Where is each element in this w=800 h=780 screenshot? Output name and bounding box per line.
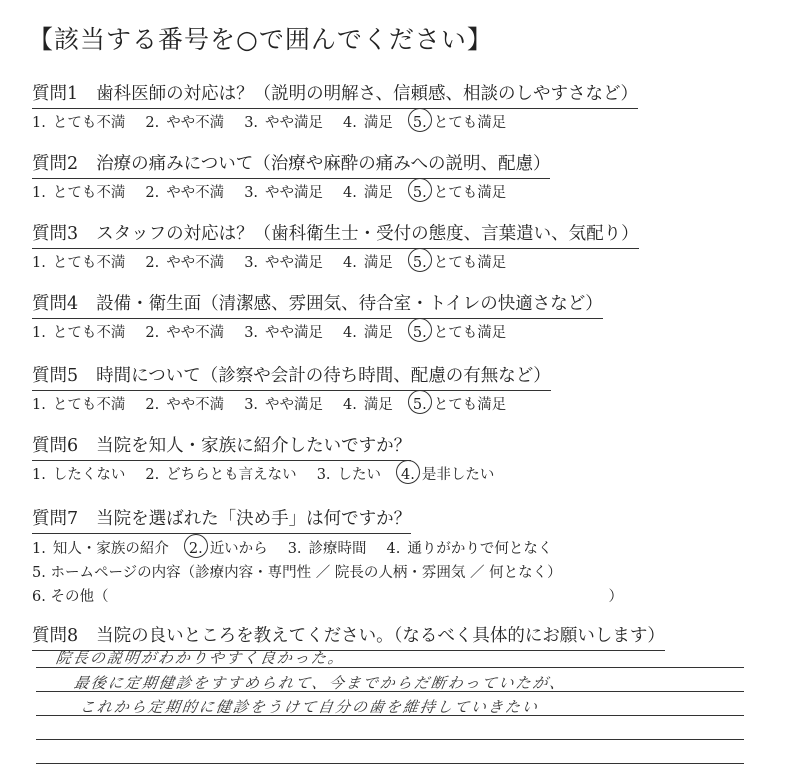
option-label: やや満足 bbox=[265, 255, 324, 271]
handwritten-line: これから定期的に健診をうけて自分の歯を維持していきたい bbox=[78, 698, 541, 716]
option-number: 2. bbox=[145, 115, 160, 131]
option-label: 診療時間 bbox=[308, 541, 367, 557]
option-number: 2. bbox=[145, 325, 160, 341]
option-label: とても不満 bbox=[52, 255, 126, 271]
option-number: 3. bbox=[287, 541, 302, 557]
question-text: 治療の痛みについて（治療や麻酔の痛みへの説明、配慮） bbox=[96, 154, 551, 174]
option-label: やや不満 bbox=[166, 115, 225, 131]
option-number: 4. bbox=[401, 467, 415, 483]
option-label: したくない bbox=[52, 467, 126, 483]
question-3-heading bbox=[32, 220, 639, 249]
q7-option-5[interactable]: 5. ホームページの内容（診療内容・専門性 ／ 院長の人柄・雰囲気 ／ 何となく） bbox=[32, 565, 562, 581]
option-5[interactable] bbox=[413, 181, 506, 202]
option-label: やや不満 bbox=[166, 255, 225, 271]
question-number: 質問3 bbox=[32, 224, 79, 244]
option-label: とても不満 bbox=[52, 115, 126, 131]
option-number: 4. bbox=[343, 115, 357, 131]
option-number: 4. bbox=[386, 541, 401, 557]
option-label: とても満足 bbox=[433, 185, 507, 201]
option-label: 満足 bbox=[363, 325, 393, 341]
option-4[interactable] bbox=[343, 181, 393, 202]
option-number: 3. bbox=[316, 467, 331, 483]
option-4[interactable] bbox=[343, 111, 393, 132]
option-label: とても満足 bbox=[433, 397, 507, 413]
question-number: 質問5 bbox=[32, 366, 79, 386]
option-number: 3. bbox=[244, 255, 259, 271]
option-2[interactable] bbox=[145, 393, 224, 414]
option-4[interactable] bbox=[343, 251, 393, 272]
option-number: 2. bbox=[145, 397, 160, 413]
option-label: 満足 bbox=[363, 185, 393, 201]
q7-option-1[interactable] bbox=[32, 537, 169, 558]
option-label: 是非したい bbox=[421, 467, 495, 483]
option-label: 満足 bbox=[363, 115, 393, 131]
question-6 bbox=[32, 432, 514, 484]
option-5[interactable] bbox=[413, 251, 506, 272]
option-label: とても不満 bbox=[52, 325, 126, 341]
option-label: とても不満 bbox=[52, 185, 126, 201]
options-row bbox=[32, 321, 603, 342]
option-label: やや満足 bbox=[265, 115, 324, 131]
question-number: 質問7 bbox=[32, 509, 79, 529]
option-label: とても満足 bbox=[433, 325, 507, 341]
question-number: 質問4 bbox=[32, 294, 79, 314]
option-number: 4. bbox=[343, 397, 357, 413]
option-number: 1. bbox=[32, 541, 46, 557]
option-1[interactable] bbox=[32, 463, 125, 484]
ruled-line bbox=[36, 763, 744, 764]
question-1-heading bbox=[32, 80, 638, 109]
question-5 bbox=[32, 362, 551, 414]
question-2-heading bbox=[32, 150, 550, 179]
page-title: 【該当する番号を○で囲んでください】 bbox=[28, 25, 493, 54]
option-1[interactable] bbox=[32, 393, 125, 414]
question-number: 質問6 bbox=[32, 436, 79, 456]
option-1[interactable] bbox=[32, 321, 125, 342]
options-row bbox=[32, 393, 551, 414]
option-number: 1. bbox=[32, 185, 46, 201]
option-label: やや満足 bbox=[265, 397, 324, 413]
option-number: 5. bbox=[412, 397, 427, 413]
option-1[interactable] bbox=[32, 111, 125, 132]
option-number: 1. bbox=[32, 115, 46, 131]
handwritten-line: 院長の説明がわかりやすく良かった。 bbox=[54, 649, 347, 667]
question-4-heading bbox=[32, 290, 603, 319]
option-number: 1. bbox=[32, 467, 46, 483]
option-1[interactable] bbox=[32, 181, 125, 202]
option-5[interactable] bbox=[413, 111, 506, 132]
option-label: とても満足 bbox=[433, 255, 507, 271]
handwritten-line: 最後に定期健診をすすめられて、今までからだ断わっていたが、 bbox=[72, 674, 568, 692]
question-text: 当院を選ばれた「決め手」は何ですか？ bbox=[96, 509, 412, 529]
option-number: 2. bbox=[145, 185, 160, 201]
option-3[interactable] bbox=[244, 251, 323, 272]
question-text: 時間について（診察や会計の待ち時間、配慮の有無など） bbox=[96, 366, 551, 386]
option-number: 3. bbox=[244, 185, 259, 201]
option-3[interactable] bbox=[244, 393, 323, 414]
question-text: 当院を知人・家族に紹介したいですか？ bbox=[96, 436, 412, 456]
option-number: 1. bbox=[32, 397, 46, 413]
options-row bbox=[32, 251, 639, 272]
option-number: 1. bbox=[32, 325, 46, 341]
question-number: 質問2 bbox=[32, 154, 79, 174]
option-3[interactable] bbox=[244, 111, 323, 132]
option-label: 通りがかりで何となく bbox=[407, 541, 553, 557]
q7-option-6-label: 6. その他（ bbox=[32, 589, 109, 605]
option-number: 4. bbox=[343, 185, 357, 201]
option-number: 3. bbox=[244, 397, 259, 413]
question-number: 質問8 bbox=[32, 626, 79, 646]
q7-option-6-close: ） bbox=[608, 589, 623, 605]
option-number: 1. bbox=[32, 255, 46, 271]
question-number: 質問1 bbox=[32, 84, 79, 104]
q7-option-2[interactable] bbox=[189, 537, 268, 558]
option-label: とても満足 bbox=[433, 115, 507, 131]
question-6-heading bbox=[32, 432, 411, 461]
option-3[interactable] bbox=[244, 181, 323, 202]
question-text: 歯科医師の対応は？（説明の明解さ、信頼感、相談のしやすさなど） bbox=[96, 84, 638, 104]
option-label: したい bbox=[337, 467, 382, 483]
options-row bbox=[32, 111, 638, 132]
question-text: スタッフの対応は？（歯科衛生士・受付の態度、言葉遣い、気配り） bbox=[96, 224, 639, 244]
option-number: 5. bbox=[412, 185, 427, 201]
q7-option-3[interactable] bbox=[288, 537, 367, 558]
option-number: 3. bbox=[244, 325, 259, 341]
option-2[interactable] bbox=[145, 321, 224, 342]
option-2[interactable] bbox=[145, 251, 224, 272]
option-2[interactable] bbox=[145, 463, 296, 484]
option-1[interactable] bbox=[32, 251, 125, 272]
option-3[interactable] bbox=[317, 463, 381, 484]
option-number: 2. bbox=[145, 255, 160, 271]
question-1 bbox=[32, 80, 638, 132]
option-label: 知人・家族の紹介 bbox=[52, 541, 169, 557]
question-5-heading bbox=[32, 362, 551, 391]
ruled-line bbox=[36, 739, 744, 740]
question-4 bbox=[32, 290, 603, 342]
option-number: 4. bbox=[343, 255, 357, 271]
option-label: やや満足 bbox=[265, 185, 324, 201]
question-7-heading bbox=[32, 505, 411, 534]
option-4[interactable] bbox=[343, 321, 393, 342]
options-row bbox=[32, 463, 514, 484]
option-label: 近いから bbox=[209, 541, 268, 557]
option-number: 4. bbox=[343, 325, 357, 341]
option-2[interactable] bbox=[145, 111, 224, 132]
option-5[interactable] bbox=[413, 393, 506, 414]
option-number: 3. bbox=[244, 115, 259, 131]
question-text: 当院の良いところを教えてください。（なるべく具体的にお願いします） bbox=[96, 626, 665, 646]
option-number: 2. bbox=[188, 541, 203, 557]
option-3[interactable] bbox=[244, 321, 323, 342]
question-3 bbox=[32, 220, 639, 272]
question-2 bbox=[32, 150, 550, 202]
option-label: やや満足 bbox=[265, 325, 324, 341]
option-4[interactable] bbox=[401, 463, 494, 484]
option-label: 満足 bbox=[363, 255, 393, 271]
option-label: やや不満 bbox=[166, 185, 225, 201]
option-label: やや不満 bbox=[166, 397, 225, 413]
option-number: 5. bbox=[412, 255, 427, 271]
option-number: 5. bbox=[412, 115, 427, 131]
option-4[interactable] bbox=[343, 393, 393, 414]
q7-option-4[interactable] bbox=[387, 537, 553, 558]
q7-option-6[interactable] bbox=[32, 585, 623, 606]
option-label: 満足 bbox=[363, 397, 393, 413]
options-row bbox=[32, 181, 550, 202]
question-text: 設備・衛生面（清潔感、雰囲気、待合室・トイレの快適さなど） bbox=[96, 294, 603, 314]
option-label: とても不満 bbox=[52, 397, 126, 413]
option-2[interactable] bbox=[145, 181, 224, 202]
option-label: どちらとも言えない bbox=[166, 467, 297, 483]
option-number: 2. bbox=[145, 467, 160, 483]
question-7 bbox=[32, 505, 623, 606]
option-number: 5. bbox=[412, 325, 427, 341]
option-5[interactable] bbox=[413, 321, 506, 342]
option-label: やや不満 bbox=[166, 325, 225, 341]
